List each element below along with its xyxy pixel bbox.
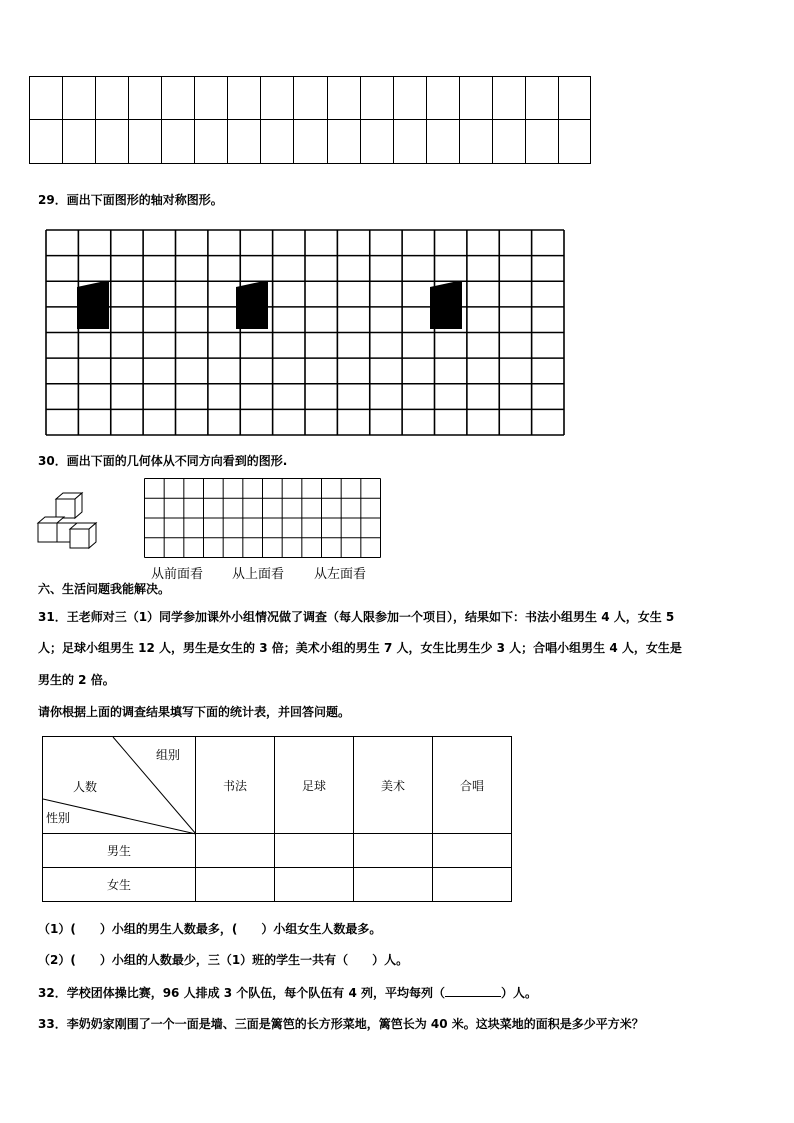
header-group: 组别 bbox=[156, 748, 181, 762]
cell-boys-calligraphy[interactable] bbox=[196, 834, 275, 868]
half-shape-3 bbox=[430, 281, 462, 329]
cell-boys-art[interactable] bbox=[354, 834, 433, 868]
header-gender: 性别 bbox=[46, 811, 71, 825]
cell-girls-calligraphy[interactable] bbox=[196, 868, 275, 902]
views-grid[interactable] bbox=[144, 478, 381, 558]
section-6-heading: 六、生活问题我能解决。 bbox=[38, 582, 171, 596]
half-shape-2 bbox=[236, 281, 268, 329]
half-shape-1 bbox=[77, 281, 109, 329]
diagonal-header-cell bbox=[43, 737, 196, 834]
cell-girls-art[interactable] bbox=[354, 868, 433, 902]
row-header-boys: 男生 bbox=[43, 834, 196, 868]
q31-sub-2: （2）( ）小组的人数最少，三（1）班的学生一共有（ ）人。 bbox=[38, 953, 409, 967]
col-header-calligraphy: 书法 bbox=[196, 737, 275, 834]
col-header-football: 足球 bbox=[275, 737, 354, 834]
q32-before: 32．学校团体操比赛，96 人排成 3 个队伍，每个队伍有 4 列，平均每列（ bbox=[38, 986, 445, 1000]
stats-table bbox=[42, 736, 512, 902]
q33-text: 33．李奶奶家刚围了一个一面是墙、三面是篱笆的长方形菜地，篱笆长为 40 米。这块菜地的面积是多少平方米？ bbox=[38, 1017, 644, 1031]
q32-after: ）人。 bbox=[501, 986, 538, 1000]
view-label-front: 从前面看 bbox=[151, 567, 204, 582]
q31-instruction: 请你根据上面的调查结果填写下面的统计表，并回答问题。 bbox=[38, 705, 351, 719]
view-label-top: 从上面看 bbox=[232, 567, 285, 582]
col-header-choir: 合唱 bbox=[433, 737, 512, 834]
q32-text bbox=[38, 985, 537, 1001]
q31-line-3: 男生的 2 倍。 bbox=[38, 673, 115, 687]
q30-text: 30．画出下面的几何体从不同方向看到的图形. bbox=[38, 454, 288, 468]
q31-line-2: 人；足球小组男生 12 人，男生是女生的 3 倍；美术小组的男生 7 人，女生比男生少 3 人；合唱小组男生 4 人，女生是 bbox=[38, 641, 682, 655]
q29-text: 29．画出下面图形的轴对称图形。 bbox=[38, 193, 223, 207]
q32-answer-blank[interactable] bbox=[445, 985, 501, 997]
q31-line-1: 31．王老师对三（1）同学参加课外小组情况做了调查（每人限参加一个项目），结果如下：书法小组男生 4 人，女生 5 bbox=[38, 610, 675, 624]
cube-solid-figure bbox=[37, 492, 107, 552]
header-people: 人数 bbox=[73, 780, 98, 794]
cell-girls-choir[interactable] bbox=[433, 868, 512, 902]
col-header-art: 美术 bbox=[354, 737, 433, 834]
row-header-girls: 女生 bbox=[43, 868, 196, 902]
top-answer-grid bbox=[29, 76, 591, 165]
cell-boys-football[interactable] bbox=[275, 834, 354, 868]
cell-girls-football[interactable] bbox=[275, 868, 354, 902]
view-label-left: 从左面看 bbox=[314, 567, 367, 582]
q31-sub-1: （1）( ）小组的男生人数最多，( ）小组女生人数最多。 bbox=[38, 922, 382, 936]
cell-boys-choir[interactable] bbox=[433, 834, 512, 868]
symmetry-grid[interactable] bbox=[45, 229, 565, 436]
